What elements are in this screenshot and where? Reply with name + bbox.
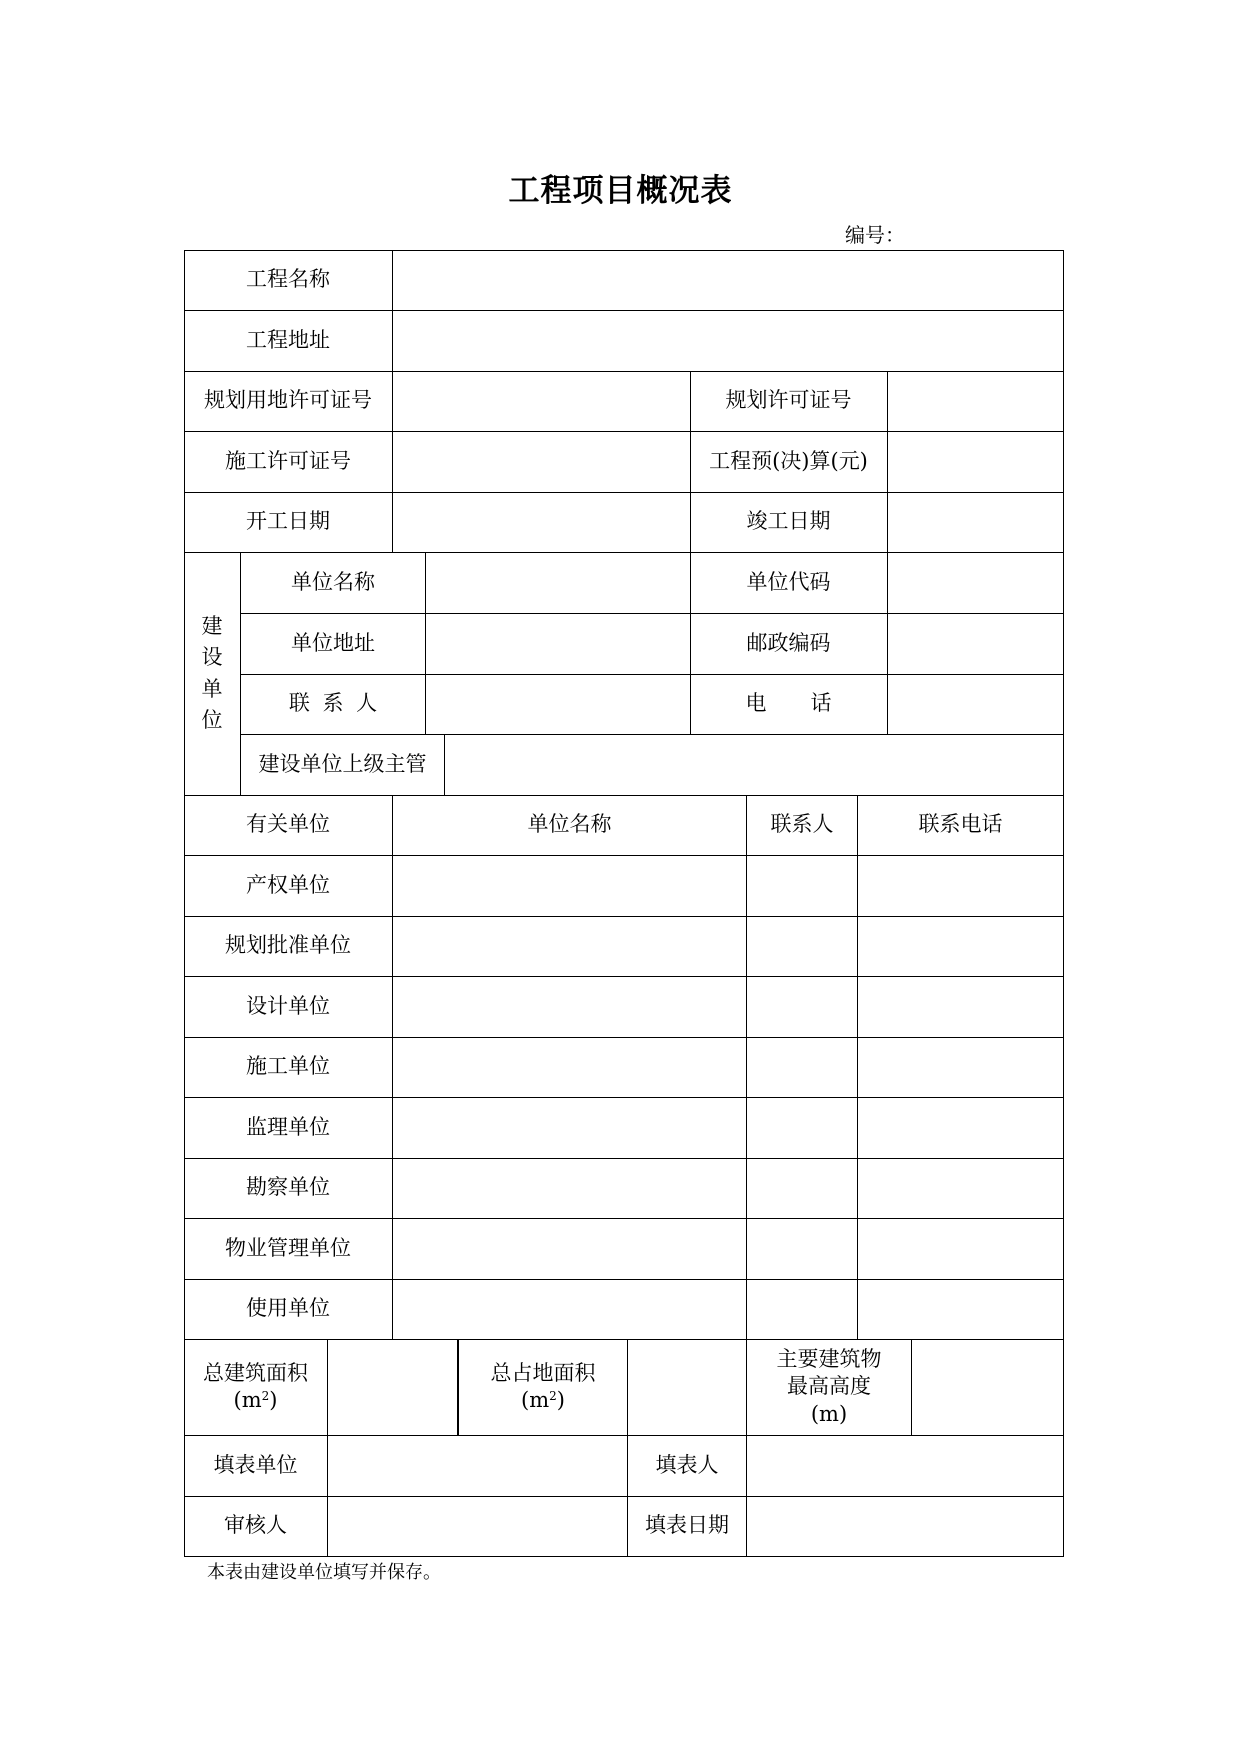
related-header-unit: 有关单位 [246, 812, 330, 837]
builder-unit-address-label: 单位地址 [291, 630, 375, 655]
page-title: 工程项目概况表 [508, 172, 733, 209]
related-header-phone: 联系电话 [918, 812, 1003, 837]
builder-unit-code-field[interactable] [888, 552, 1063, 613]
related-row-contact-field[interactable] [747, 1158, 857, 1218]
builder-contact-field[interactable] [426, 674, 690, 734]
related-row-unit-name-field[interactable] [393, 1279, 746, 1339]
related-row-unit-name-field[interactable] [393, 1097, 746, 1158]
land-use-permit-field[interactable] [393, 371, 690, 431]
start-date-field[interactable] [393, 492, 690, 552]
serial-number-label: 编号： [845, 222, 905, 247]
total-land-area-label [459, 1339, 627, 1435]
filler-field[interactable] [747, 1435, 1063, 1496]
builder-group-label [184, 552, 240, 795]
max-height-label-line1: 主要建筑物 [776, 1347, 882, 1372]
total-floor-area-field[interactable] [328, 1339, 457, 1435]
max-height-field[interactable] [912, 1339, 1063, 1435]
related-row-unit-name-field[interactable] [393, 1037, 746, 1097]
builder-phone-field[interactable] [888, 674, 1063, 734]
related-row-label: 勘察单位 [246, 1175, 330, 1200]
related-row-contact-field[interactable] [747, 855, 857, 916]
builder-supervisor-field[interactable] [445, 734, 1063, 795]
budget-label: 工程预(决)算(元) [709, 448, 868, 473]
builder-group-char-2: 设 [201, 645, 223, 669]
builder-group-char-4: 位 [201, 708, 223, 732]
related-row-label: 监理单位 [246, 1114, 330, 1139]
total-floor-area-label-text: 总建筑面积 [203, 1360, 308, 1385]
total-land-area-label-text: 总占地面积 [490, 1360, 596, 1385]
filling-unit-label: 填表单位 [213, 1452, 298, 1477]
footer-note: 本表由建设单位填写并保存。 [207, 1562, 441, 1583]
related-row-unit-name-field[interactable] [393, 1158, 746, 1218]
planning-permit-label: 规划许可证号 [725, 388, 852, 413]
project-address-field[interactable] [393, 310, 1063, 371]
related-row-phone-field[interactable] [858, 916, 1063, 976]
builder-unit-name-field[interactable] [426, 552, 690, 613]
max-height-label-line2: 最高高度 [787, 1374, 871, 1399]
related-row-unit-name-field[interactable] [393, 855, 746, 916]
related-header-contact: 联系人 [770, 812, 834, 837]
builder-contact-label-text: 联系人 [288, 691, 390, 716]
planning-permit-field[interactable] [888, 371, 1063, 431]
builder-unit-name-label: 单位名称 [291, 569, 375, 594]
related-row-phone-field[interactable] [858, 1158, 1063, 1218]
related-row-phone-field[interactable] [858, 976, 1063, 1037]
reviewer-field[interactable] [328, 1496, 627, 1556]
builder-postal-code-label: 邮政编码 [746, 630, 831, 655]
builder-phone-label-text: 电话 [745, 691, 876, 716]
related-row-unit-name-field[interactable] [393, 1218, 746, 1279]
related-row-contact-field[interactable] [747, 976, 857, 1037]
related-row-phone-field[interactable] [858, 1037, 1063, 1097]
fill-date-field[interactable] [747, 1496, 1063, 1556]
border-right [1063, 250, 1064, 1556]
related-row-unit-name-field[interactable] [393, 916, 746, 976]
builder-supervisor-label: 建设单位上级主管 [258, 751, 427, 776]
related-row-label: 使用单位 [246, 1296, 330, 1321]
related-row-label: 施工单位 [246, 1054, 330, 1079]
related-row-phone-field[interactable] [858, 1097, 1063, 1158]
builder-unit-address-field[interactable] [426, 613, 690, 674]
construction-permit-field[interactable] [393, 431, 690, 492]
max-height-label-line3: (m) [810, 1401, 848, 1426]
related-row-contact-field[interactable] [747, 1279, 857, 1339]
related-row-phone-field[interactable] [858, 1279, 1063, 1339]
completion-date-field[interactable] [888, 492, 1063, 552]
reviewer-label: 审核人 [224, 1513, 287, 1538]
filling-unit-field[interactable] [328, 1435, 627, 1496]
total-floor-area-label [184, 1339, 327, 1435]
builder-unit-code-label: 单位代码 [746, 569, 831, 594]
start-date-label: 开工日期 [246, 509, 330, 534]
filler-label: 填表人 [655, 1452, 719, 1477]
completion-date-label: 竣工日期 [746, 509, 831, 534]
builder-group-char-3: 单 [201, 676, 223, 701]
related-row-label: 物业管理单位 [225, 1235, 351, 1260]
related-row-label: 设计单位 [246, 993, 330, 1018]
project-name-label: 工程名称 [246, 267, 330, 292]
related-row-contact-field[interactable] [747, 1037, 857, 1097]
fill-date-label: 填表日期 [645, 1513, 729, 1538]
builder-postal-code-field[interactable] [888, 613, 1063, 674]
total-land-area-field[interactable] [628, 1339, 746, 1435]
related-row-label: 规划批准单位 [225, 933, 351, 958]
construction-permit-label: 施工许可证号 [225, 448, 351, 473]
builder-phone-label [690, 674, 887, 734]
related-row-phone-field[interactable] [858, 855, 1063, 916]
related-row-label: 产权单位 [246, 872, 330, 897]
budget-field[interactable] [888, 431, 1063, 492]
related-row-contact-field[interactable] [747, 1218, 857, 1279]
project-name-field[interactable] [393, 250, 1063, 310]
project-address-label: 工程地址 [246, 327, 330, 352]
related-row-contact-field[interactable] [747, 916, 857, 976]
related-row-contact-field[interactable] [747, 1097, 857, 1158]
max-height-label [747, 1339, 911, 1435]
total-land-area-unit: $(m^2)$ [521, 1388, 565, 1412]
land-use-permit-label: 规划用地许可证号 [204, 388, 372, 413]
related-row-unit-name-field[interactable] [393, 976, 746, 1037]
related-row-phone-field[interactable] [858, 1218, 1063, 1279]
builder-group-char-1: 建 [201, 613, 223, 638]
related-header-unit-name: 单位名称 [527, 812, 612, 837]
total-floor-area-unit: $(m^2)$ [233, 1388, 278, 1412]
builder-contact-label [241, 674, 425, 734]
